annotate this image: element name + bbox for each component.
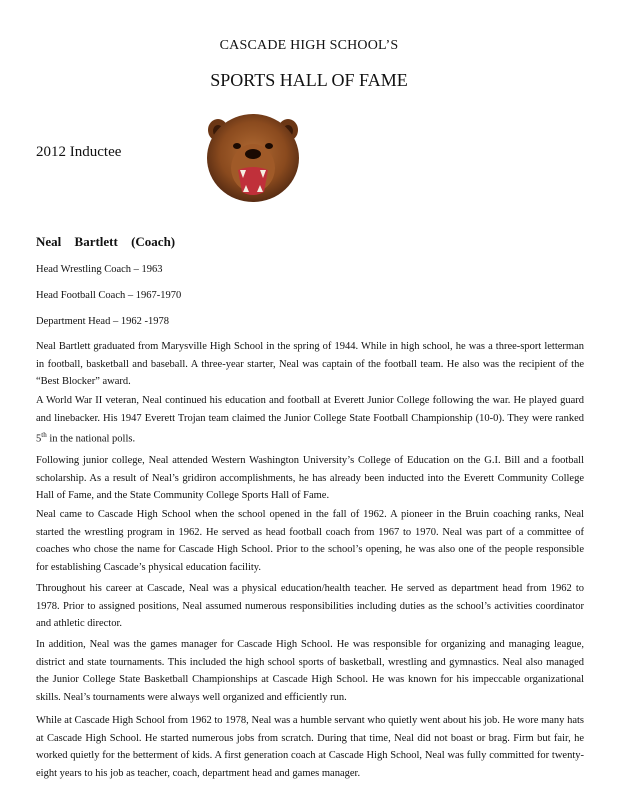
bio-paragraph: Neal Bartlett graduated from Marysville High School in the spring of 1944. While in high school, he was a three-sport letterman in football, basketball and baseball. A three-year starter, Neal was captain of the football team. He also was the recipient of the “Best Blocker” award. — [36, 341, 584, 387]
title-line-1: CASCADE HIGH SCHOOL’S — [219, 38, 399, 53]
bio-paragraph: A World War II veteran, Neal continued his education and football at Everett Junior College following the war. He played guard and linebacker. His 1947 Everett Trojan team claimed the Junior College State Football Championship (10-0). They were ranked 5th in the national polls. — [36, 395, 584, 445]
bio-paragraph: Throughout his career at Cascade, Neal was a physical education/health teacher. He served as department head from 1962 to 1978. Prior to assigned positions, Neal assumed numerous responsibilities including duties as the school’s activities coordinator and athletic director. — [36, 583, 584, 629]
position-line: Head Football Coach – 1967-1970 — [36, 290, 182, 301]
bio-paragraph: In addition, Neal was the games manager for Cascade High School. He was responsible for organizing and managing league, district and state tournaments. This included the high school sports of basketball, wrestling and gymnastics. Neal also managed the Junior College State Basketball Championships at Cascade High School. He was known for his impeccable organizational skills. Neal’s tournaments were always well organized and efficiently run. — [36, 639, 584, 703]
first-name: Neal — [36, 234, 62, 249]
role: (Coach) — [131, 234, 176, 249]
bio-paragraph: Neal came to Cascade High School when the school opened in the fall of 1962. A pioneer in the Bruin coaching ranks, Neal started the wrestling program in 1962. He served as head football coach from 1967 to 1970. Neal was part of a committee of coaches who chose the name for Cascade High School. Prior to the school’s opening, he was also one of the people responsible for establishing Cascade’s physical education facility. — [36, 509, 584, 573]
bear-logo — [200, 108, 306, 206]
title-line-2: SPORTS HALL OF FAME — [210, 70, 408, 90]
bio-paragraph: Following junior college, Neal attended Western Washington University’s College of Education on the G.I. Bill and a football scholarship. As a result of Neal’s gridiron accomplishments, he has already been inducted into the Everett Community College Hall of Fame, and the State Community College Sports Hall of Fame. — [36, 455, 584, 501]
last-name: Bartlett — [74, 234, 118, 249]
position-line: Department Head – 1962 -1978 — [36, 316, 169, 327]
position-line: Head Wrestling Coach – 1963 — [36, 264, 163, 275]
bio-paragraph: While at Cascade High School from 1962 to 1978, Neal was a humble servant who quietly went about his job. He wore many hats at Cascade High School. He started numerous jobs from scratch. During that time, Neal did not boast or brag. Firm but fair, he worked quietly for the betterment of kids. A first generation coach at Cascade High School, Neal was fully committed for twenty-eight years to his job as teacher, coach, department head and games manager. — [36, 715, 584, 779]
inductee-year: 2012 Inductee — [36, 144, 122, 160]
inductee-name — [36, 234, 185, 250]
